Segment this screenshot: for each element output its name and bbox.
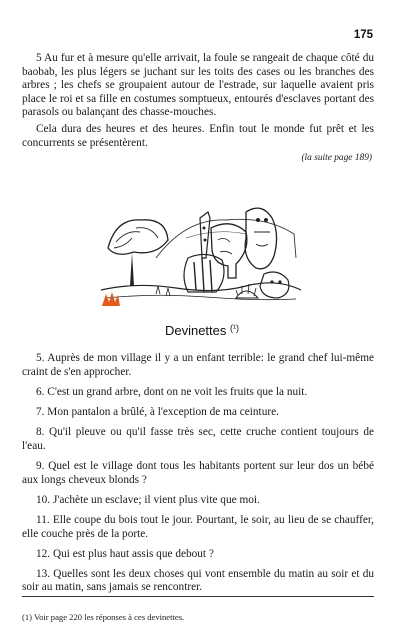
footnote-divider (22, 596, 374, 597)
story-paragraph: Cela dura des heures et des heures. Enfin tout le monde fut prêt et les concurrents se présentèrent. (22, 122, 374, 149)
riddle-item: 13. Quelles sont les deux choses qui vont ensemble du matin au soir et du soir au matin, sans jamais se rencontrer. (22, 567, 374, 594)
riddle-item: 11. Elle coupe du bois tout le jour. Pourtant, le soir, au lieu de se chauffer, elle couche près de la porte. (22, 513, 374, 540)
riddles-title-note: (¹) (230, 323, 240, 333)
story-text (22, 52, 374, 163)
page-number: 175 (353, 29, 373, 41)
riddle-item: 12. Qui est plus haut assis que debout ? (36, 547, 214, 560)
animals-illustration (96, 198, 306, 308)
footnote: (1) Voir page 220 les réponses à ces devinettes. (22, 612, 185, 622)
riddle-item: 8. Qu'il pleuve ou qu'il fasse très sec, cette cruche contient toujours de l'eau. (22, 426, 374, 452)
story-paragraph: 5 Au fur et à mesure qu'elle arrivait, la foule se rangeait de chaque côté du baobab, les plus légers se juchant sur les toits des cases ou les branches des arbres ; les chefs se groupaient autour de l'estrade, sur laquelle avaient pris place le roi et sa fille en costumes somptueux, entourés d'esclaves portant des parasols ou balançant des chasse-mouches. (22, 52, 374, 119)
riddle-item: 6. C'est un grand arbre, dont on ne voit les fruits que la nuit. (36, 385, 308, 398)
riddle-item: 10. J'achète un esclave; il vient plus vite que moi. (36, 493, 260, 506)
riddles-list (22, 352, 374, 602)
riddle-item: 7. Mon pantalon a brûlé, à l'exception de ma ceinture. (36, 405, 279, 418)
riddles-title (0, 323, 404, 338)
continued-note: (la suite page 189) (301, 153, 372, 164)
riddle-item: 5. Auprès de mon village il y a un enfant terrible: le grand chef lui-même craint de s'en approcher. (22, 352, 374, 378)
riddle-item: 9. Quel est le village dont tous les habitants portent sur leur dos un bébé aux longs cheveux blonds ? (22, 459, 374, 486)
riddles-title-text: Devinettes (164, 323, 227, 338)
